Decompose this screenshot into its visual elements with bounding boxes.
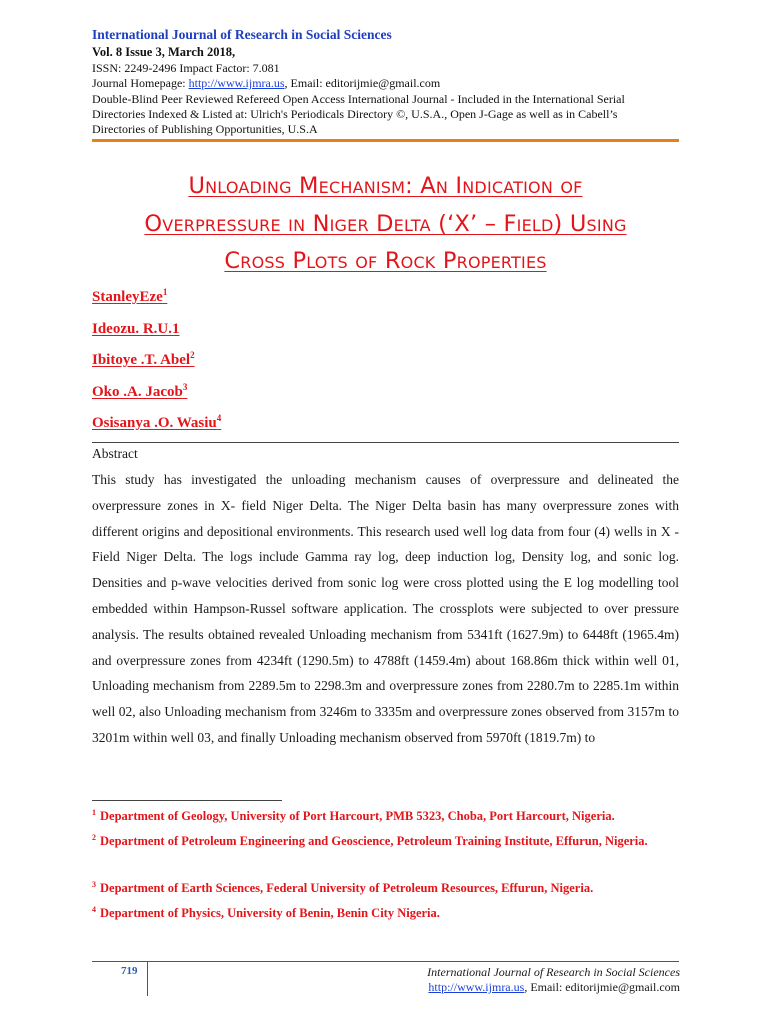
author-name: Oko .A. Jacob [92,384,183,400]
author-3 [92,352,195,369]
directories-line: Directories Indexed & Listed at: Ulrich's Periodicals Directory ©, U.S.A., Open J-Gage as well as in Cabell’s [92,107,618,121]
footer-divider [92,961,679,962]
paper-title-line-1: Unloading Mechanism: An Indication of [188,173,583,199]
author-name: Ideozu. R.U.1 [92,321,180,337]
footnote-mark: 3 [92,880,96,889]
footnote-divider [92,800,282,801]
volume-info: Vol. 8 Issue 3, March 2018, [92,45,236,59]
footnote-text: Department of Geology, University of Port Harcourt, PMB 5323, Choba, Port Harcourt, Nigeria. [100,809,615,823]
footnote-3 [92,878,679,899]
author-5 [92,415,221,432]
journal-title: International Journal of Research in Social Sciences [92,27,392,42]
paper-title-line-3: Cross Plots of Rock Properties [224,248,547,274]
directories-line-2: Directories of Publishing Opportunities, U.S.A [92,122,318,136]
footer-link[interactable]: http://www.ijmra.us [428,980,525,994]
author-affiliation-mark: 4 [216,413,222,423]
footnote-2 [92,831,679,852]
author-name: Ibitoye .T. Abel [92,352,191,368]
footnote-mark: 1 [92,808,96,817]
author-2 [92,321,180,338]
footnote-mark: 4 [92,905,96,914]
footnote-text: Department of Earth Sciences, Federal University of Petroleum Resources, Effurun, Nigeria. [100,881,594,895]
author-name: Osisanya .O. Wasiu [92,415,217,431]
review-line: Double-Blind Peer Reviewed Refereed Open Access International Journal - Included in the International Serial [92,92,625,106]
footnote-text: Department of Physics, University of Benin, Benin City Nigeria. [100,906,440,920]
author-affiliation-mark: 2 [190,350,195,360]
footer-journal-title: International Journal of Research in Social Sciences [427,965,680,979]
footer-vertical-divider [147,961,148,996]
authors-divider [92,442,679,443]
header-divider [92,139,679,142]
page-number: 719 [121,965,138,977]
homepage-link[interactable]: http://www.ijmra.us [188,76,285,90]
homepage-email: , Email: editorijmie@gmail.com [284,76,441,90]
abstract-heading: Abstract [92,446,138,461]
footer-email: , Email: editorijmie@gmail.com [524,980,680,994]
author-name: StanleyEze [92,289,163,305]
author-4 [92,384,187,401]
author-1 [92,289,167,306]
footnote-4 [92,903,679,924]
footer-contact [428,980,680,995]
abstract-body: This study has investigated the unloading mechanism causes of overpressure and delineated the overpressure zones in X- field Niger Delta. The Niger Delta basin has many overpressure zones with different origins and depositional environments. This research used well log data from four (4) wells in X - Field Niger Delta. The logs include Gamma ray log, deep induction log, Density log, and sonic log. Densities and p-wave velocities derived from sonic log were cross plotted using the E log modelling tool embedded within Hampson-Russel software application. The crossplots were subjected to over pressure analysis. The results obtained revealed Unloading mechanism from 5341ft (1627.9m) to 6448ft (1965.4m) and overpressure zones from 4234ft (1290.5m) to 4788ft (1459.4m) about 168.86m thick within well 01, Unloading mechanism from 2289.5m to 2298.3m and overpressure zones from 2280.7m to 2285.1m within well 02, also Unloading mechanism from 3246m to 3335m and overpressure zones observed from 3157m to 3201m within well 03, and finally Unloading mechanism observed from 5970ft (1819.7m) to [92,472,679,745]
homepage-label: Journal Homepage: [92,76,189,90]
paper-title-line-2: Overpressure in Niger Delta (‘X’ – Field) Using [144,211,627,237]
author-affiliation-mark: 3 [182,382,188,392]
footnote-text: Department of Petroleum Engineering and Geoscience, Petroleum Training Institute, Effurun, Nigeria. [100,834,648,848]
homepage-line [92,75,440,91]
author-affiliation-mark: 1 [162,287,168,297]
footnote-1 [92,806,679,827]
issn-info: ISSN: 2249-2496 Impact Factor: 7.081 [92,61,280,75]
footnote-mark: 2 [92,833,96,842]
